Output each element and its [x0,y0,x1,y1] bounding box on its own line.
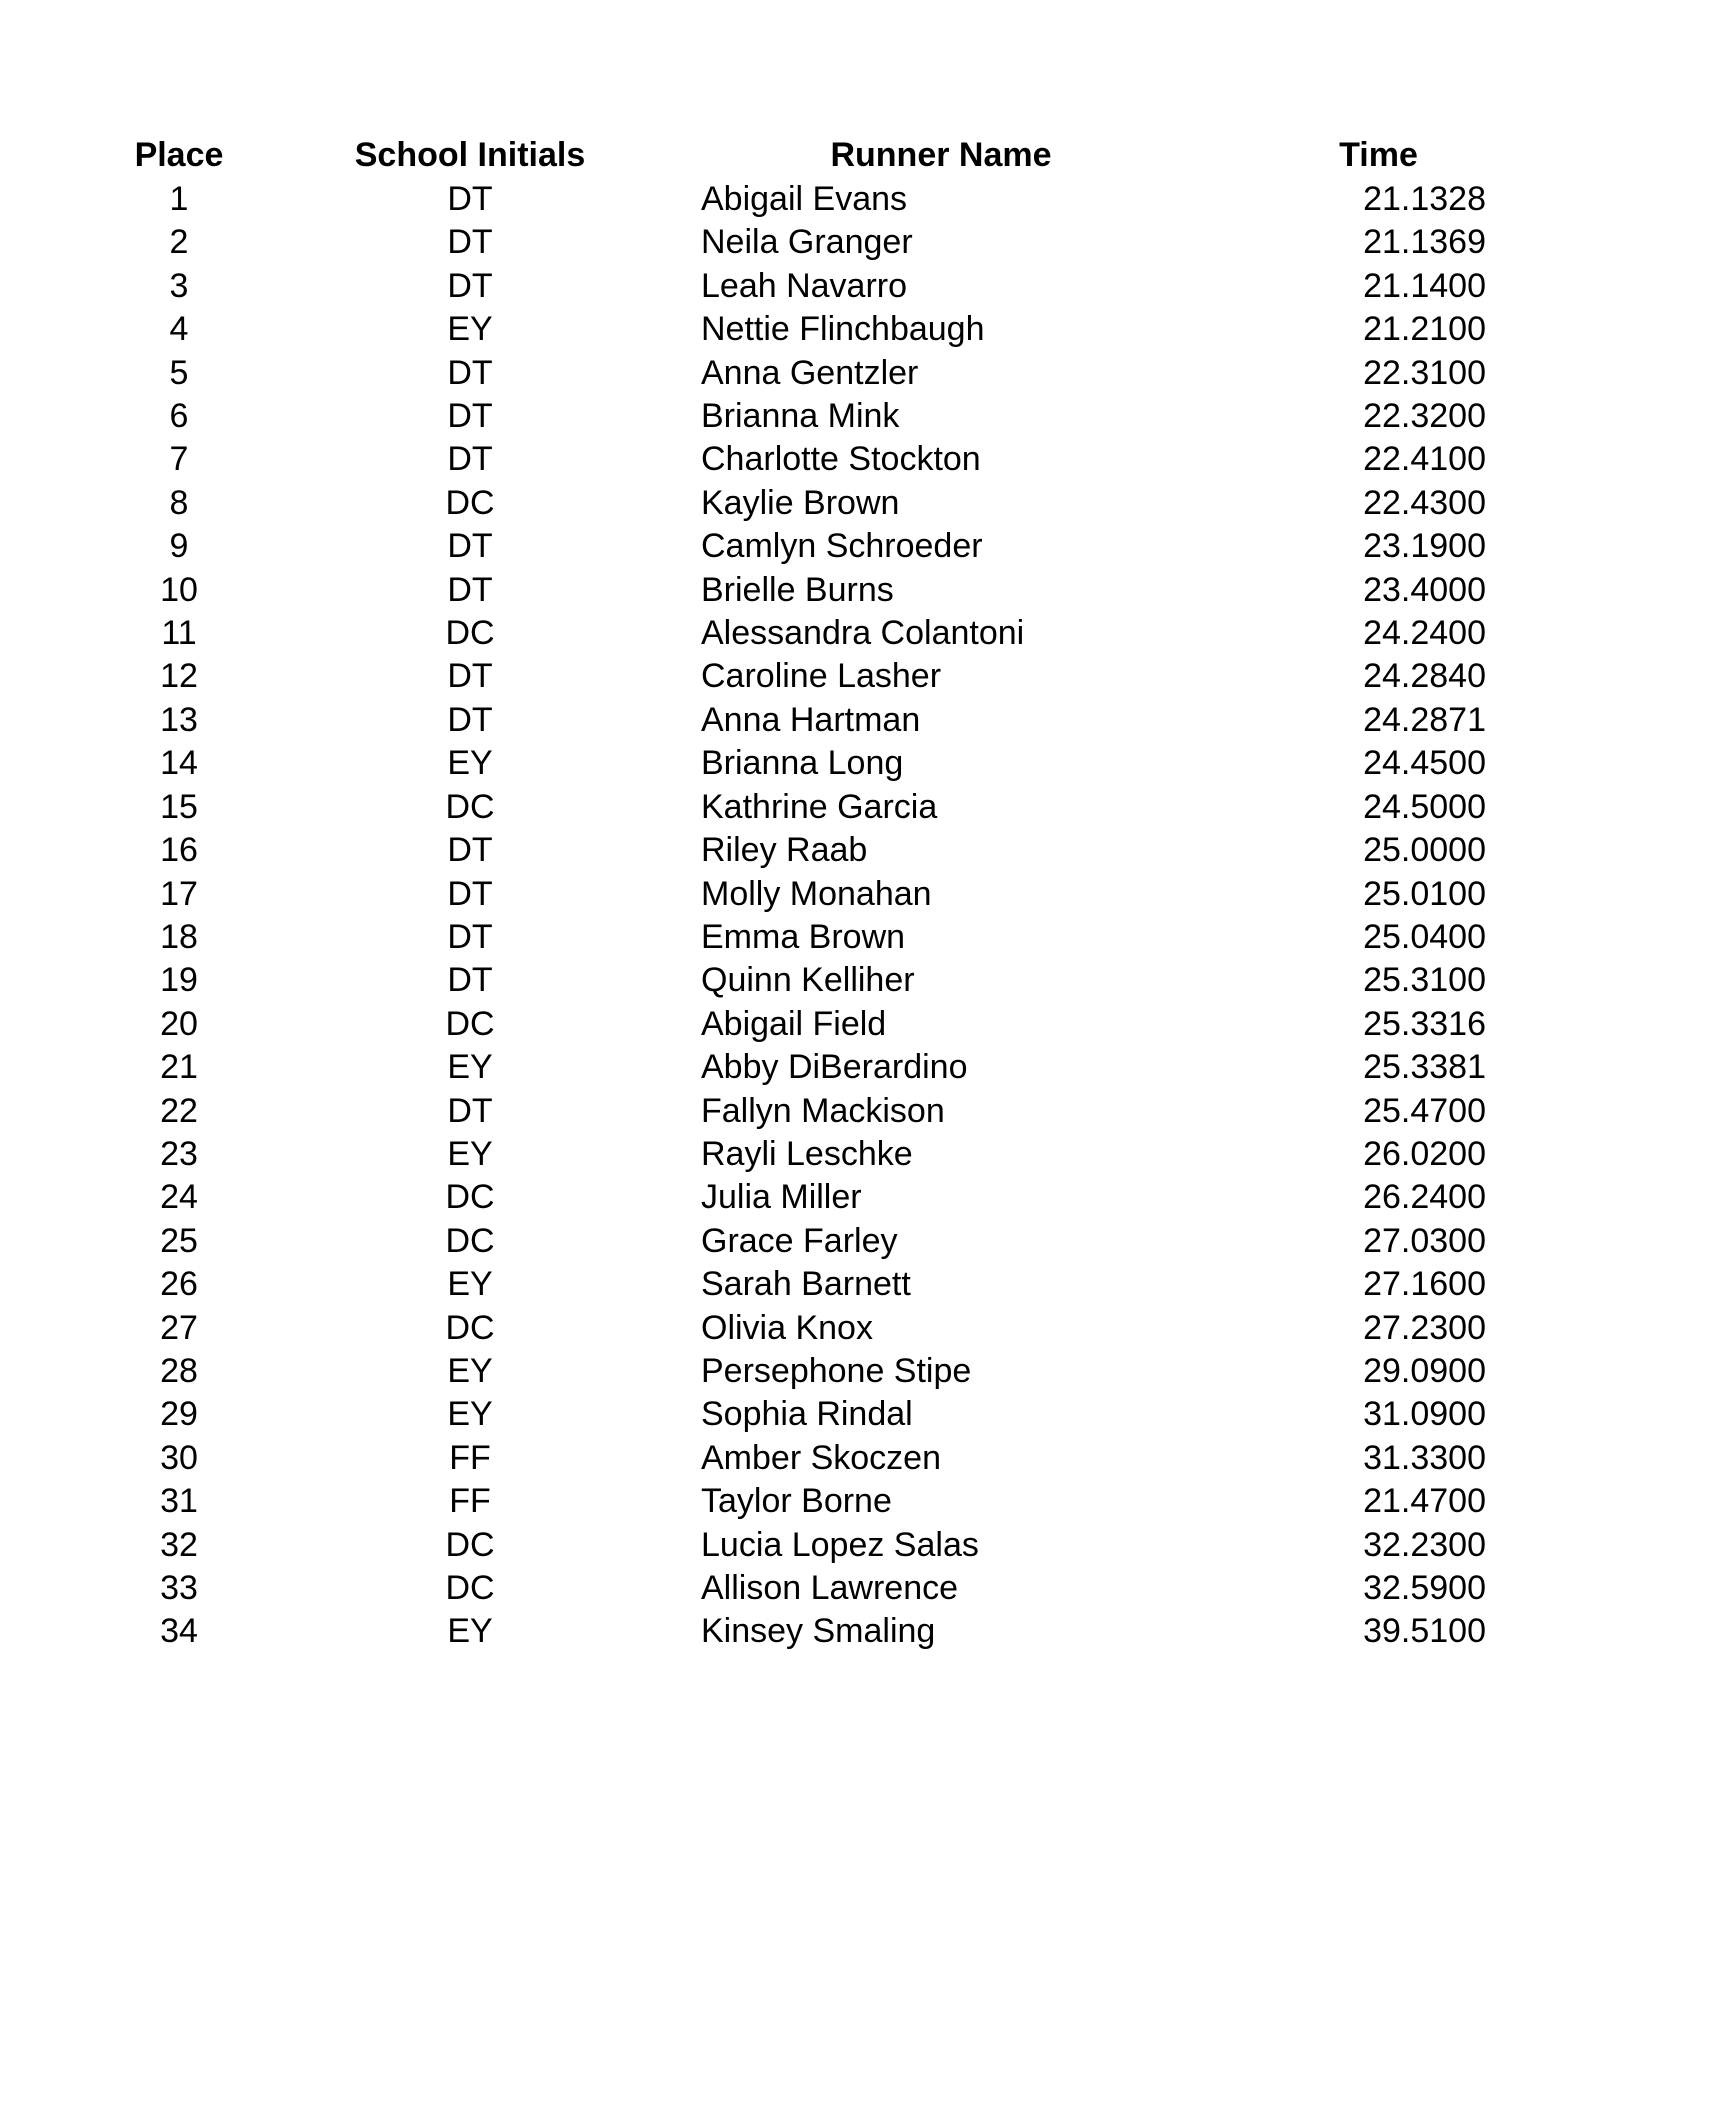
time-cell: 25.3316 [1363,1004,1486,1043]
school-initials-cell: EY [447,1048,493,1087]
table-row [0,1393,1486,1436]
school-initials-cell: DT [447,961,493,1000]
left-margin [0,1090,119,1133]
runner-name-cell: Nettie Flinchbaugh [701,310,985,349]
table-header [0,132,1486,178]
runner-name-cell: Fallyn Mackison [701,1091,945,1130]
time-cell: 24.2871 [1363,700,1486,739]
school-initials-cell: DC [445,1221,495,1260]
table-row [0,699,1486,742]
runner-name-cell: Kinsey Smaling [701,1612,936,1651]
table-row [0,482,1486,525]
table-row [0,1437,1486,1480]
table-row [0,1046,1486,1089]
table-row [0,525,1486,568]
time-cell: 24.4500 [1363,744,1486,783]
left-margin [0,1524,119,1567]
table-row [0,569,1486,612]
left-margin [0,265,119,308]
time-cell: 25.3100 [1363,961,1486,1000]
left-margin [0,699,119,742]
left-margin [0,1393,119,1436]
time-cell: 21.2100 [1363,310,1486,349]
school-initials-cell: DT [447,570,493,609]
table-row [0,308,1486,351]
runner-name-cell: Allison Lawrence [701,1569,959,1607]
place-cell: 33 [160,1569,198,1607]
runner-name-cell: Kaylie Brown [701,483,900,522]
place-cell: 6 [169,397,189,436]
place-cell: 26 [160,1265,198,1304]
place-cell: 7 [169,440,189,479]
left-margin [0,742,119,785]
runner-name-cell: Brianna Mink [701,397,900,436]
time-cell: 27.1600 [1363,1265,1486,1304]
left-margin [0,873,119,916]
left-margin [0,569,119,612]
school-initials-cell: DT [447,874,493,913]
school-initials-cell: EY [447,1351,493,1390]
table-row [0,1524,1486,1567]
time-cell: 31.3300 [1363,1438,1486,1477]
table-row [0,352,1486,395]
school-initials-cell: DC [445,787,495,826]
table-body [0,178,1486,1654]
runner-name-cell: Persephone Stipe [701,1351,972,1390]
runner-name-cell: Leah Navarro [701,266,908,305]
table-row [0,178,1486,221]
place-cell: 10 [160,570,198,609]
left-margin [0,1133,119,1176]
race-results-table [0,132,1486,1654]
time-cell: 24.5000 [1363,787,1486,826]
runner-name-cell: Sarah Barnett [701,1265,911,1304]
runner-name-cell: Neila Granger [701,223,913,262]
school-initials-cell: EY [447,1612,493,1651]
place-cell: 30 [160,1438,198,1477]
time-cell: 25.0000 [1363,831,1486,870]
school-initials-cell: DT [447,831,493,870]
school-initials-cell: DT [447,397,493,436]
time-cell: 27.0300 [1363,1221,1486,1260]
school-initials-cell: FF [449,1482,491,1521]
time-cell: 22.4300 [1363,483,1486,522]
header-place: Place [134,136,224,174]
time-cell: 26.0200 [1363,1134,1486,1173]
table-row [0,1263,1486,1306]
runner-name-cell: Anna Gentzler [701,353,919,392]
runner-name-cell: Abigail Field [701,1004,887,1043]
left-margin [0,352,119,395]
table-row [0,438,1486,481]
place-cell: 5 [169,353,189,392]
school-initials-cell: DT [447,700,493,739]
runner-name-cell: Charlotte Stockton [701,440,981,479]
place-cell: 20 [160,1004,198,1043]
time-cell: 22.4100 [1363,440,1486,479]
place-cell: 3 [169,266,189,305]
time-cell: 25.4700 [1363,1091,1486,1130]
school-initials-cell: EY [447,744,493,783]
table-row [0,1480,1486,1523]
place-cell: 4 [169,310,189,349]
table-row [0,1567,1486,1610]
left-margin [0,786,119,829]
school-initials-cell: DT [447,223,493,262]
place-cell: 15 [160,787,198,826]
table-row [0,221,1486,264]
time-cell: 22.3200 [1363,397,1486,436]
header-runner-name: Runner Name [830,136,1052,174]
place-cell: 18 [160,917,198,956]
left-margin [0,178,119,221]
table-row [0,1003,1486,1046]
table-row [0,873,1486,916]
runner-name-cell: Lucia Lopez Salas [701,1525,979,1564]
place-cell: 2 [169,223,189,262]
runner-name-cell: Emma Brown [701,917,906,956]
table-row [0,1090,1486,1133]
runner-name-cell: Anna Hartman [701,700,921,739]
school-initials-cell: DT [447,180,493,218]
runner-name-cell: Kathrine Garcia [701,787,938,826]
time-cell: 21.1400 [1363,266,1486,305]
place-cell: 34 [160,1612,198,1651]
runner-name-cell: Olivia Knox [701,1308,873,1347]
time-cell: 23.1900 [1363,527,1486,566]
school-initials-cell: DC [445,483,495,522]
school-initials-cell: DC [445,1308,495,1347]
left-margin [0,1350,119,1393]
left-margin [0,1046,119,1089]
left-margin [0,1003,119,1046]
runner-name-cell: Grace Farley [701,1221,898,1260]
runner-name-cell: Quinn Kelliher [701,961,915,1000]
school-initials-cell: DC [445,1004,495,1043]
school-initials-cell: DT [447,527,493,566]
runner-name-cell: Molly Monahan [701,874,932,913]
school-initials-cell: FF [449,1438,491,1477]
left-margin [0,1610,119,1653]
time-cell: 25.0400 [1363,917,1486,956]
place-cell: 12 [160,657,198,696]
runner-name-cell: Abigail Evans [701,180,908,218]
place-cell: 16 [160,831,198,870]
time-cell: 27.2300 [1363,1308,1486,1347]
school-initials-cell: DT [447,1091,493,1130]
table-row [0,829,1486,872]
time-cell: 21.1328 [1363,180,1486,218]
time-cell: 32.5900 [1363,1569,1486,1607]
runner-name-cell: Rayli Leschke [701,1134,913,1173]
place-cell: 9 [169,527,189,566]
school-initials-cell: DC [445,1178,495,1217]
left-margin [0,1307,119,1350]
left-margin [0,829,119,872]
time-cell: 32.2300 [1363,1525,1486,1564]
time-cell: 31.0900 [1363,1395,1486,1434]
place-cell: 11 [161,614,197,653]
left-margin [0,1480,119,1523]
school-initials-cell: EY [447,1265,493,1304]
time-cell: 22.3100 [1363,353,1486,392]
time-cell: 29.0900 [1363,1351,1486,1390]
place-cell: 24 [160,1178,198,1217]
time-cell: 24.2840 [1363,657,1486,696]
left-margin [0,1437,119,1480]
left-margin [0,612,119,655]
table-row [0,265,1486,308]
time-cell: 26.2400 [1363,1178,1486,1217]
runner-name-cell: Amber Skoczen [701,1438,941,1477]
table-row [0,1176,1486,1219]
place-cell: 25 [160,1221,198,1260]
header-time: Time [1339,136,1418,174]
time-cell: 23.4000 [1363,570,1486,609]
table-row [0,1307,1486,1350]
place-cell: 13 [160,700,198,739]
place-cell: 31 [160,1482,198,1521]
place-cell: 14 [160,744,198,783]
left-margin [0,1176,119,1219]
left-margin [0,438,119,481]
place-cell: 28 [160,1351,198,1390]
left-margin [0,1263,119,1306]
runner-name-cell: Riley Raab [701,831,868,870]
time-cell: 24.2400 [1363,614,1486,653]
place-cell: 19 [160,961,198,1000]
left-margin [0,482,119,525]
school-initials-cell: EY [447,1134,493,1173]
place-cell: 27 [160,1308,198,1347]
runner-name-cell: Sophia Rindal [701,1395,913,1434]
table-row [0,1610,1486,1653]
left-margin [0,308,119,351]
left-margin [0,959,119,1002]
table-row [0,916,1486,959]
left-margin [0,1567,119,1610]
runner-name-cell: Taylor Borne [701,1482,892,1521]
runner-name-cell: Abby DiBerardino [701,1048,968,1087]
header-school-initials: School Initials [354,136,586,174]
header-row [0,132,1486,178]
left-margin [0,395,119,438]
table-row [0,655,1486,698]
school-initials-cell: DC [445,1569,495,1607]
time-cell: 21.1369 [1363,223,1486,262]
school-initials-cell: EY [447,310,493,349]
runner-name-cell: Julia Miller [701,1178,862,1217]
left-margin [0,525,119,568]
school-initials-cell: DT [447,657,493,696]
table-row [0,1133,1486,1176]
school-initials-cell: DT [447,353,493,392]
place-cell: 8 [169,483,189,522]
place-cell: 21 [160,1048,198,1087]
time-cell: 25.3381 [1363,1048,1486,1087]
runner-name-cell: Brielle Burns [701,570,894,609]
place-cell: 1 [169,180,189,218]
school-initials-cell: DT [447,440,493,479]
school-initials-cell: DT [447,917,493,956]
school-initials-cell: DT [447,266,493,305]
runner-name-cell: Brianna Long [701,744,904,783]
left-margin [0,132,119,178]
left-margin [0,916,119,959]
place-cell: 23 [160,1134,198,1173]
time-cell: 25.0100 [1363,874,1486,913]
place-cell: 17 [160,874,198,913]
table-row [0,1220,1486,1263]
table-row [0,959,1486,1002]
left-margin [0,221,119,264]
runner-name-cell: Camlyn Schroeder [701,527,983,566]
left-margin [0,655,119,698]
place-cell: 29 [160,1395,198,1434]
place-cell: 32 [160,1525,198,1564]
table-row [0,395,1486,438]
table-row [0,1350,1486,1393]
time-cell: 21.4700 [1363,1482,1486,1521]
left-margin [0,1220,119,1263]
place-cell: 22 [160,1091,198,1130]
school-initials-cell: EY [447,1395,493,1434]
table-row [0,612,1486,655]
school-initials-cell: DC [445,1525,495,1564]
table-row [0,786,1486,829]
school-initials-cell: DC [445,614,495,653]
runner-name-cell: Caroline Lasher [701,657,942,696]
runner-name-cell: Alessandra Colantoni [701,614,1025,653]
time-cell: 39.5100 [1363,1612,1486,1651]
table-row [0,742,1486,785]
